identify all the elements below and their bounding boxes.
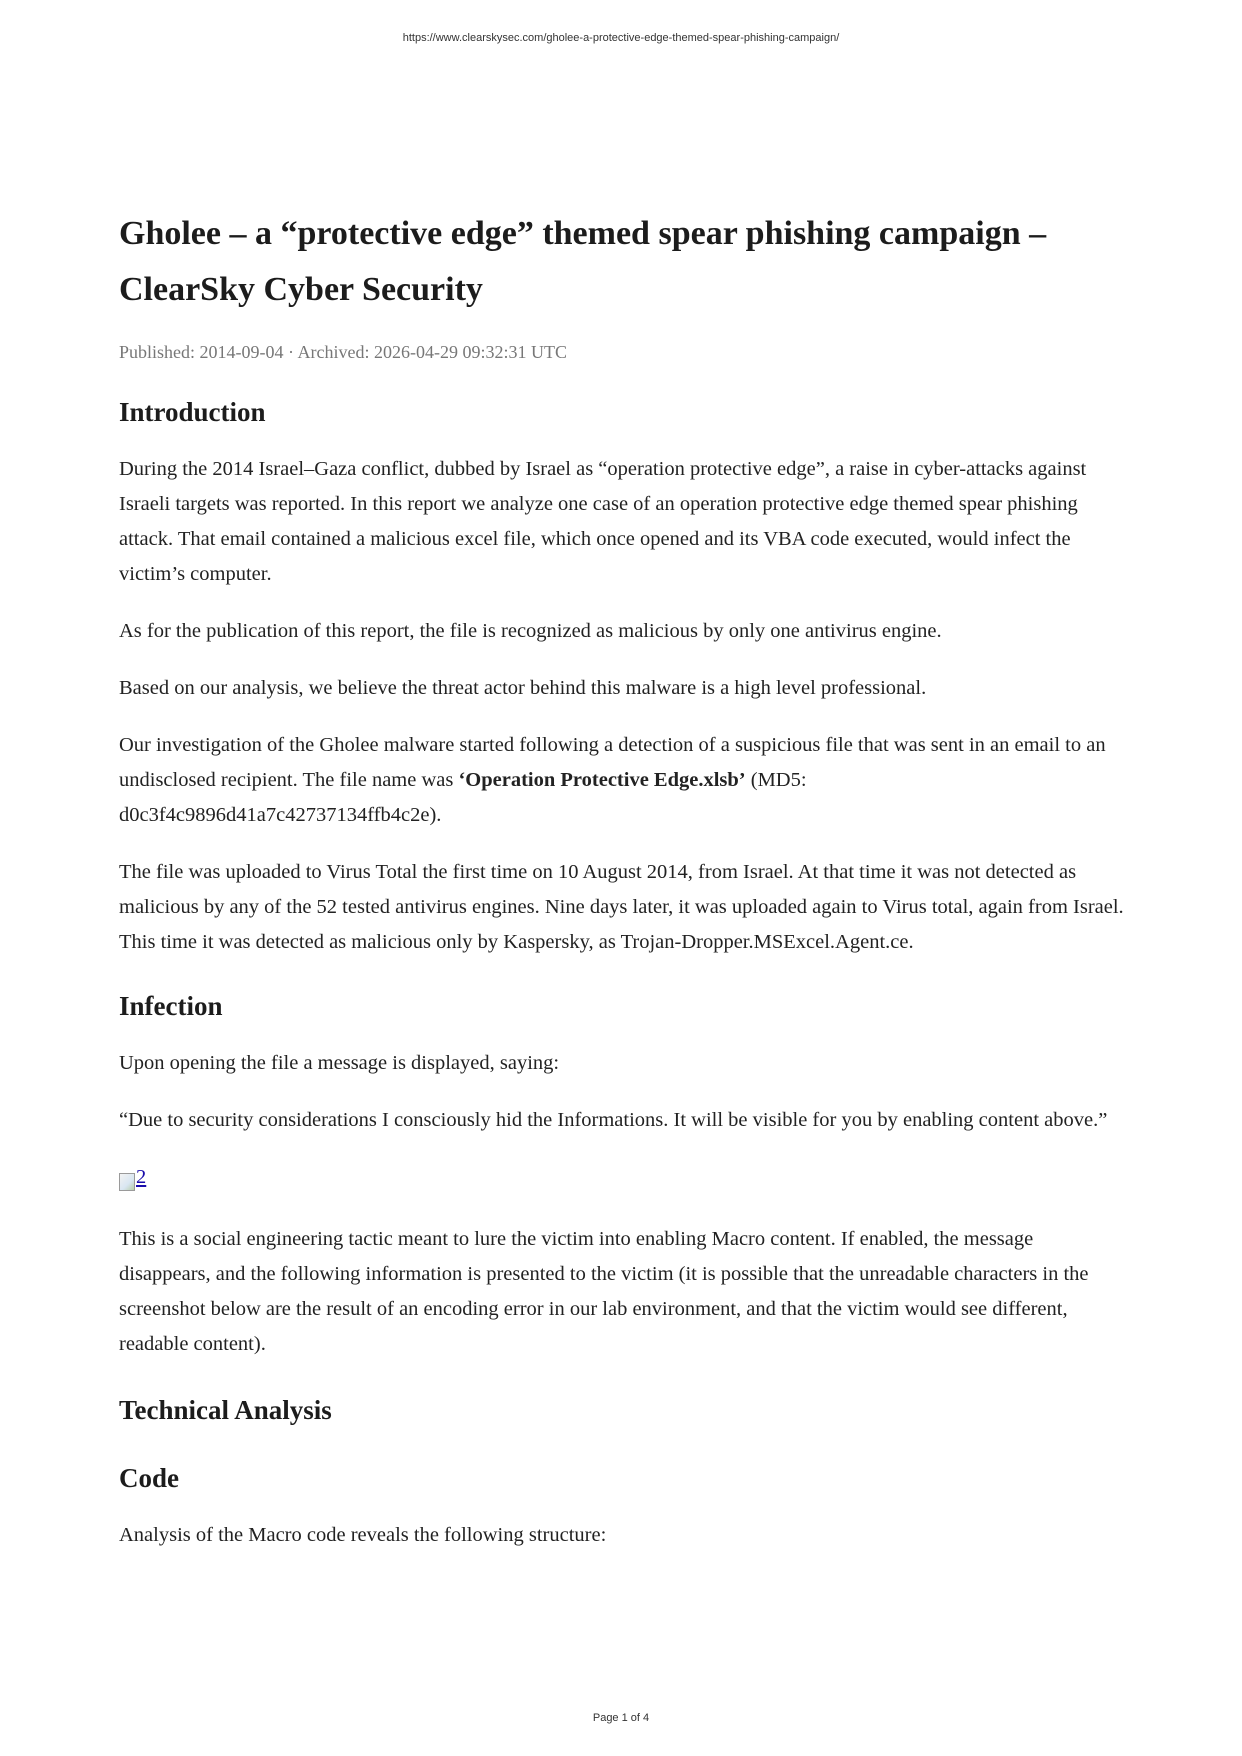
infection-paragraph-3: This is a social engineering tactic meant to lure the victim into enabling Macro content. If enabled, the message disappears, and the following information is presented to the victim (it is possible that the unreadable characters in the screenshot below are the result of an encoding error in our lab environment, and that the victim would see different, readable content). <box>119 1228 1089 1355</box>
article <box>119 206 1129 1553</box>
intro-paragraph-4-text-before: Our investigation of the Gholee malware started following a detection of a suspicious file that was sent in an email to an undisclosed recipient. The file name was <box>119 734 1106 791</box>
heading-technical-analysis: Technical Analysis <box>119 1395 332 1425</box>
infection-quote: “Due to security considerations I consciously hid the Informations. It will be visible for you by enabling content above.” <box>119 1109 1108 1131</box>
intro-paragraph-4 <box>119 728 1129 833</box>
page-number: Page 1 of 4 <box>592 1712 650 1724</box>
intro-paragraph-5: The file was uploaded to Virus Total the first time on 10 August 2014, from Israel. At that time it was not detected as malicious by any of the 52 tested antivirus engines. Nine days later, it was uploaded again to Virus total, again from Israel. This time it was detected as malicious only by Kaspersky, as Trojan-Dropper.MSExcel.Agent.ce. <box>119 861 1124 953</box>
intro-paragraph-2: As for the publication of this report, the file is recognized as malicious by only one antivirus engine. <box>119 620 942 642</box>
broken-image-link[interactable] <box>119 1160 146 1195</box>
intro-paragraph-4-text-after: (MD5: d0c3f4c9896d41a7c42737134ffb4c2e). <box>119 769 807 826</box>
heading-infection: Infection <box>119 991 223 1021</box>
page-url: https://www.clearskysec.com/gholee-a-protective-edge-themed-spear-phishing-campaign/ <box>402 32 840 44</box>
heading-code: Code <box>119 1463 179 1493</box>
article-title: Gholee – a “protective edge” themed spear phishing campaign – ClearSky Cyber Security <box>119 215 1047 308</box>
infection-paragraph-1: Upon opening the file a message is displayed, saying: <box>119 1052 560 1074</box>
article-meta: Published: 2014-09-04 · Archived: 2026-04-29 09:32:31 UTC <box>119 342 567 362</box>
heading-introduction: Introduction <box>119 397 266 427</box>
intro-paragraph-3: Based on our analysis, we believe the threat actor behind this malware is a high level professional. <box>119 677 927 699</box>
intro-paragraph-1: During the 2014 Israel–Gaza conflict, dubbed by Israel as “operation protective edge”, a raise in cyber-attacks against Israeli targets was reported. In this report we analyze one case of an operation protective edge themed spear phishing attack. That email contained a malicious excel file, which once opened and its VBA code executed, would infect the victim’s computer. <box>119 458 1087 585</box>
file-name-bold: ‘Operation Protective Edge.xlsb’ <box>458 769 746 791</box>
code-paragraph-1: Analysis of the Macro code reveals the following structure: <box>119 1524 607 1546</box>
broken-image-icon <box>119 1173 135 1191</box>
image-link[interactable]: 2 <box>136 1166 147 1188</box>
